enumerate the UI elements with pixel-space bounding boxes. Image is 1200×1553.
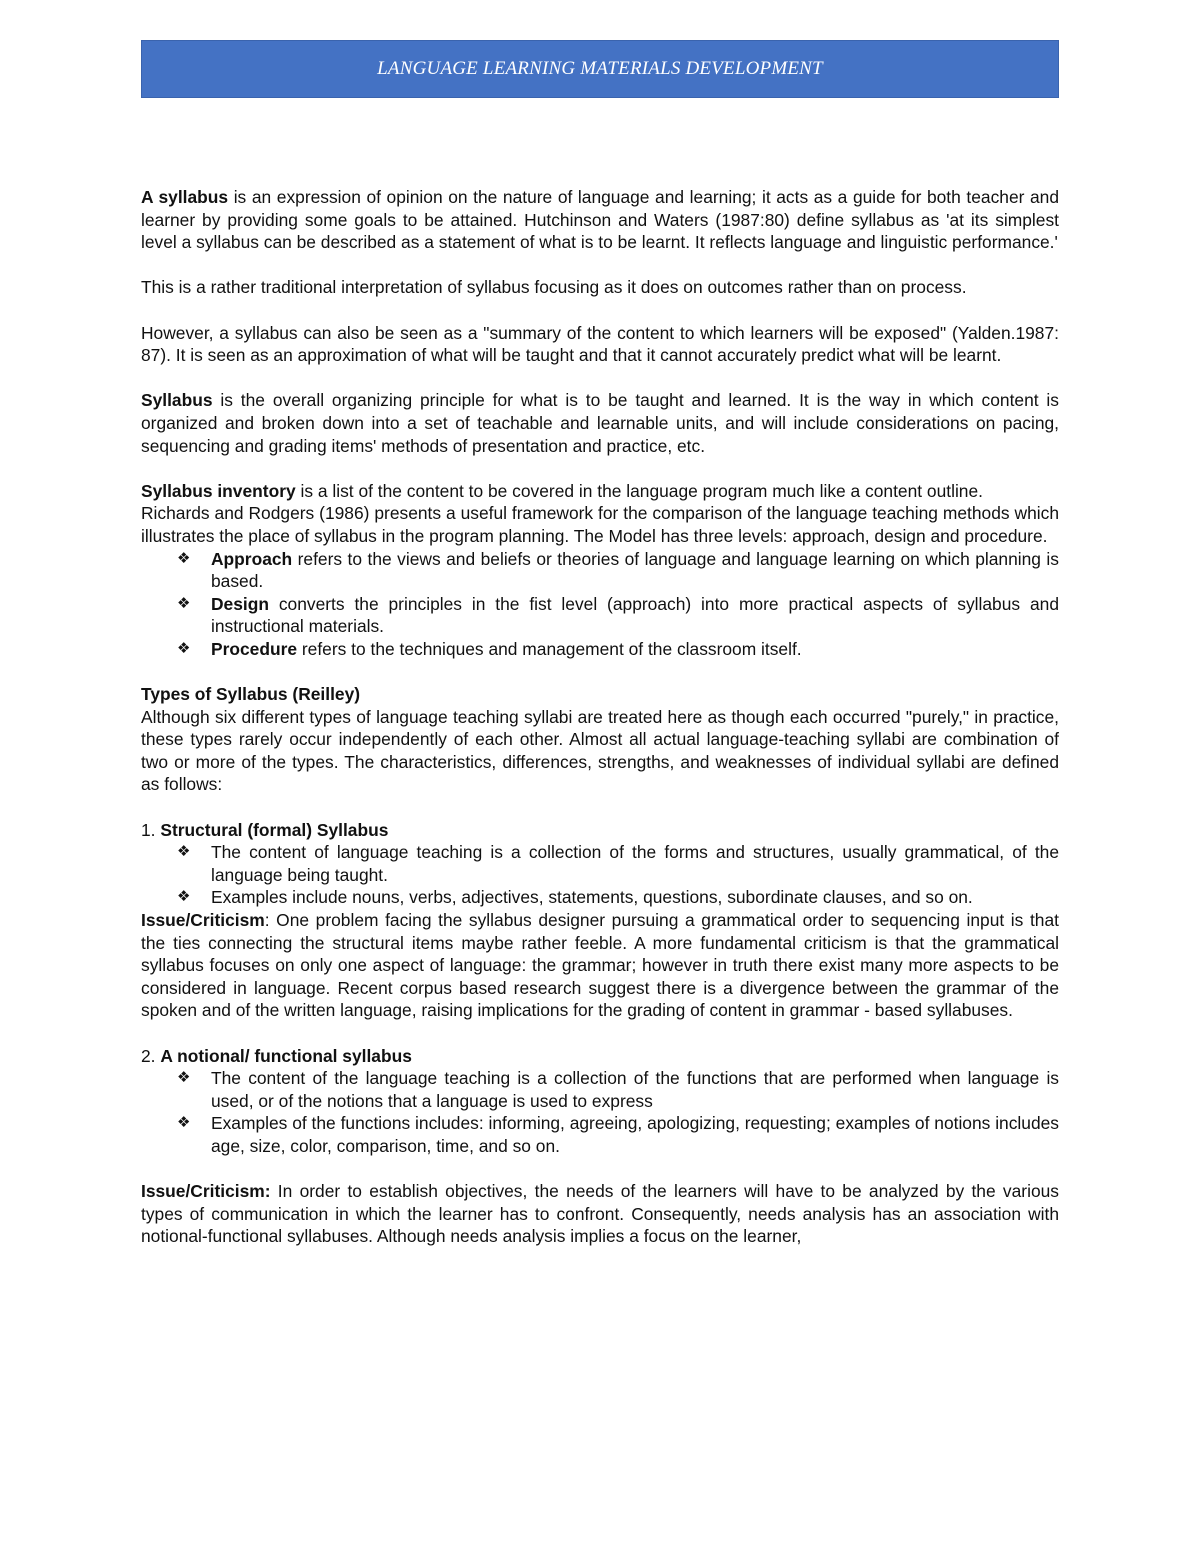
list-item: ❖ Examples of the functions includes: informing, agreeing, apologizing, requesting; examples of notions includes age, size, color, comparison, time, and so on. bbox=[177, 1113, 1059, 1156]
diamond-bullet-icon: ❖ bbox=[177, 843, 191, 861]
diamond-bullet-icon: ❖ bbox=[177, 549, 191, 567]
structural-list bbox=[141, 841, 1059, 909]
diamond-bullet-icon: ❖ bbox=[177, 1114, 191, 1132]
list-item: ❖ The content of the language teaching is a collection of the functions that are performed when language is used, or of the notions that a language is used to express bbox=[177, 1068, 1059, 1111]
section-heading-structural: 1. Structural (formal) Syllabus bbox=[141, 819, 389, 840]
term-a-syllabus: A syllabus bbox=[141, 187, 229, 207]
list-item: ❖ Design converts the principles in the fist level (approach) into more practical aspects of syllabus and instructional materials. bbox=[177, 593, 1059, 637]
section-heading-notional: 2. A notional/ functional syllabus bbox=[141, 1045, 412, 1066]
document-title: LANGUAGE LEARNING MATERIALS DEVELOPMENT bbox=[377, 58, 823, 79]
paragraph-types-intro: Although six different types of language teaching syllabi are treated here as though each occurred "purely," in practice, these types rarely occur independently of each other. Almost all actual language-teaching syllabi are combination of two or more of the types. The characteristics, differences, strengths, and weaknesses of individual syllabi are defined as follows: bbox=[141, 706, 1059, 795]
paragraph-notional-criticism: Issue/Criticism: In order to establish objectives, the needs of the learners will have to be analyzed by the various types of communication in which the learner has to confront. Consequently, needs analysis has an association with notional-functional syllabuses. Although needs analysis implies a focus on the learner, bbox=[141, 1181, 1059, 1247]
paragraph-syllabus-inventory: Syllabus inventory is a list of the content to be covered in the language program much like a content outline. bbox=[141, 480, 983, 501]
paragraph-summary-of-content: However, a syllabus can also be seen as a "summary of the content to which learners will be exposed" (Yalden.1987: 87). It is seen as an approximation of what will be taught and that it cannot accurately predict what will be learnt. bbox=[141, 322, 1059, 366]
document-body bbox=[141, 186, 1059, 1248]
list-item: ❖ Procedure refers to the techniques and management of the classroom itself. bbox=[177, 638, 802, 659]
term-syllabus-inventory: Syllabus inventory bbox=[141, 480, 296, 501]
notional-list bbox=[141, 1067, 1059, 1157]
paragraph-structural-criticism: Issue/Criticism: One problem facing the syllabus designer pursuing a grammatical order to sequencing input is that the ties connecting the structural items maybe rather feeble. A more fundamental criticism is that the grammatical syllabus focuses on only one aspect of language: the grammar; however in truth there exist many more aspects to be considered in language. Recent corpus based research suggest there is a divergence between the grammar of the spoken and of the written language, raising implications for the grading of content in grammar - based syllabuses. bbox=[141, 910, 1059, 1021]
diamond-bullet-icon: ❖ bbox=[177, 888, 191, 906]
levels-list bbox=[141, 548, 1059, 661]
paragraph-traditional-interpretation: This is a rather traditional interpretation of syllabus focusing as it does on outcomes rather than on process. bbox=[141, 277, 967, 298]
list-item: ❖ Approach refers to the views and beliefs or theories of language and language learning on which planning is based. bbox=[177, 548, 1059, 592]
paragraph-syllabus-definition: A syllabus is an expression of opinion on the nature of language and learning; it acts as a guide for both teacher and learner by providing some goals to be attained. Hutchinson and Waters (1987:80) define syllabus as 'at its simplest level a syllabus can be described as a statement of what is to be learnt. It reflects language and linguistic performance.' bbox=[141, 187, 1060, 253]
diamond-bullet-icon: ❖ bbox=[177, 1069, 191, 1087]
section-heading-types: Types of Syllabus (Reilley) bbox=[141, 684, 361, 705]
diamond-bullet-icon: ❖ bbox=[177, 594, 191, 612]
term-syllabus: Syllabus bbox=[141, 390, 213, 411]
document-page bbox=[141, 40, 1059, 1248]
list-item: ❖ Examples include nouns, verbs, adjectives, statements, questions, subordinate clauses, and so on. bbox=[177, 887, 973, 908]
paragraph-richards-rodgers: Richards and Rodgers (1986) presents a useful framework for the comparison of the language teaching methods which illustrates the place of syllabus in the program planning. The Model has three levels: approach, design and procedure. bbox=[141, 503, 1059, 546]
diamond-bullet-icon: ❖ bbox=[177, 639, 191, 657]
paragraph-organizing-principle: Syllabus is the overall organizing principle for what is to be taught and learned. It is the way in which content is organized and broken down into a set of teachable and learnable units, and will include considerations on pacing, sequencing and grading items' methods of presentation and practice, etc. bbox=[141, 390, 1059, 456]
list-item: ❖ The content of language teaching is a collection of the forms and structures, usually grammatical, of the language being taught. bbox=[177, 842, 1059, 885]
header-banner bbox=[141, 40, 1059, 98]
